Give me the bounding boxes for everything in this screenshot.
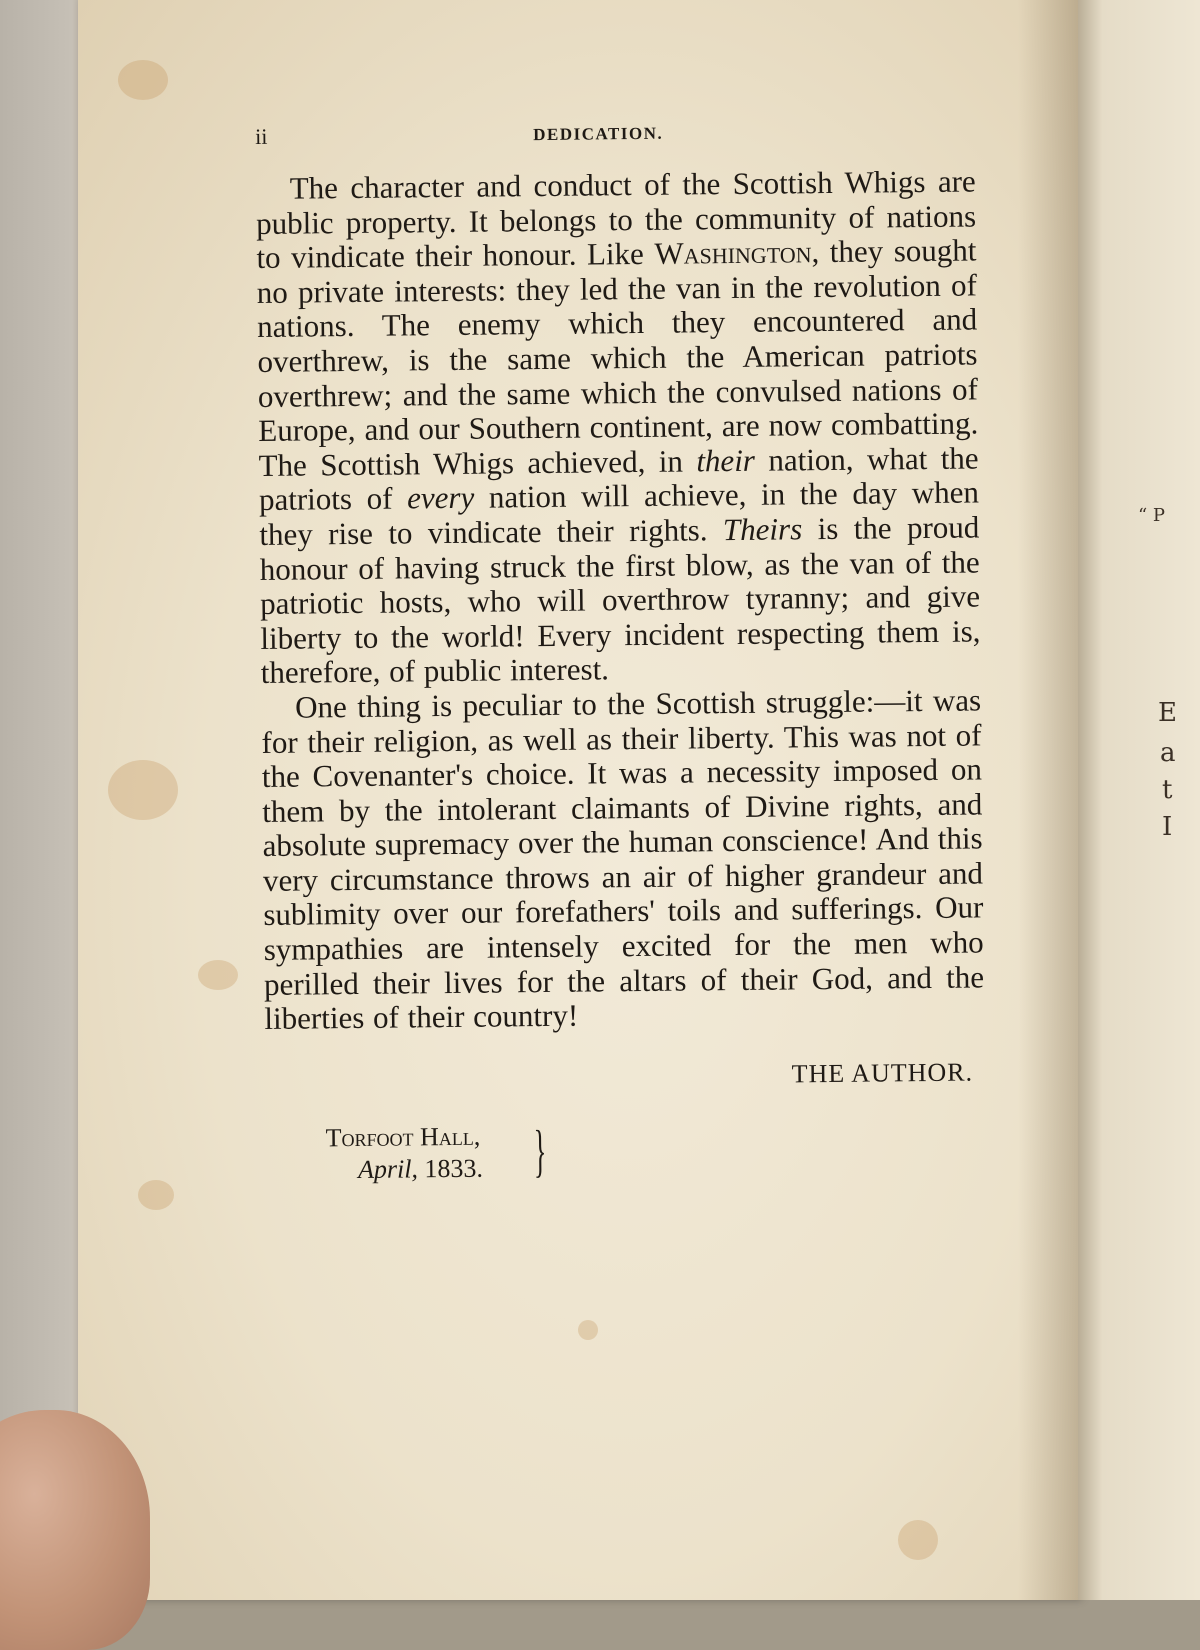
date [358, 1147, 986, 1186]
running-head: DEDICATION. [533, 123, 664, 145]
paragraph-1 [256, 164, 981, 690]
p1-text: nation, what the patriots of [258, 440, 979, 518]
signature: THE AUTHOR. [791, 1057, 974, 1089]
facing-quote-fragment: “ P [1138, 505, 1166, 526]
date-month: April, [357, 1154, 419, 1184]
facing-text-fragment: I [1162, 812, 1173, 842]
foxing-spot [578, 1320, 598, 1340]
foxing-spot [198, 960, 238, 990]
foxing-spot [138, 1180, 174, 1210]
name-washington: Washington [654, 234, 812, 272]
emphasis-every: every [406, 480, 475, 516]
p1-text: nation will achieve, in the day when they rise to vindicate their rights. [259, 474, 980, 552]
facing-text-fragment: a [1160, 738, 1176, 768]
facing-text-fragment: E [1158, 698, 1177, 728]
paragraph-2: One thing is peculiar to the Scottish struggle:—it was for their religion, as well as their liberty. This was not of the Covenanter's choice. It was a necessity imposed on them by the intolerant claimants of Divine rights, and absolute supremacy over the human conscience! And this very circumstance throws an air of higher grandeur and sublimity over our forefathers' toils and sufferings. Our sympathies are intensely excited for the men who perilled their lives for the altars of their God, and the liberties of their country! [261, 682, 985, 1037]
page-text [255, 110, 986, 1186]
emphasis-their: their [696, 442, 756, 479]
brace-glyph: } [533, 1117, 547, 1183]
place-and-date [326, 1115, 987, 1186]
p1-text: The character and conduct of the Scottish Whigs are public property. It belongs to the community of nations to vindicate their honour. Like [255, 163, 977, 276]
place-name: Torfoot Hall, [325, 1121, 481, 1153]
book-page-right [1078, 0, 1200, 1600]
foxing-spot [898, 1520, 938, 1560]
p1-text: is the proud honour of having struck the first blow, as the van of the patriotic hosts, who will overthrow tyranny; and give liberty to the world! Every incident respecting them is, therefore, of public interest. [259, 509, 981, 691]
page-header [255, 110, 975, 158]
foxing-spot [108, 760, 178, 820]
facing-text-fragment: t [1162, 775, 1173, 805]
emphasis-theirs: Theirs [722, 511, 803, 548]
p1-text: , they sought no private interests: they led the van in the revolution of nations. The enemy which they encountered and overthrew, is the same which the American patriots overthrew; and the same which the convulsed nations of Europe, and our Southern continent, are now combatting. The Scottish Whigs achieved, in [256, 232, 979, 483]
date-year: 1833. [424, 1153, 484, 1184]
page-gutter [1018, 0, 1078, 1600]
page-number: ii [255, 123, 268, 149]
foxing-spot [118, 60, 168, 100]
